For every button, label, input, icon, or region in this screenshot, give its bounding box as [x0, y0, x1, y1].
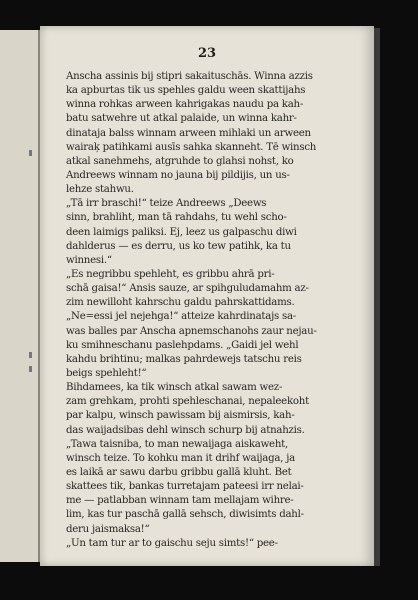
text-line: atkal sanehmehs, atgruhde to glahsi nohst, ko — [66, 155, 294, 167]
page-fleck — [29, 366, 32, 372]
text-line: was balles par Anscha apnemschanohs zaur nejau- — [66, 325, 317, 337]
text-line: zam grehkam, prohti spehleschanai, nepaleekoht — [66, 396, 309, 408]
page-number: 23 — [197, 46, 217, 61]
text-line: winsch teize. To kohku man it drihf waijaga, ja — [66, 452, 295, 464]
text-line: dinataja balss winnam arween mihlaki un arween — [66, 127, 311, 139]
text-line: Andreews winnam no jauna bij pildijis, un us- — [66, 169, 290, 181]
text-line: es laikā ar sawu darbu gribbu gallā kluht. Bet — [66, 466, 292, 478]
text-line: „Es negribbu spehleht, es gribbu ahrā pri- — [66, 268, 275, 280]
text-line: me — patlabban winnam tam mellajam wihre- — [66, 495, 294, 507]
page-fleck — [29, 150, 32, 156]
text-line: zim newilloht kahrschu galdu pahrskattidams. — [66, 297, 295, 309]
page-text — [66, 70, 356, 551]
text-line: skattees tik, bankas turretajam pateesi irr nelai- — [66, 481, 304, 493]
text-line: „Tawa taisniba, to man newaijaga aiskaweht, — [66, 438, 288, 450]
text-line: „Un tam tur ar to gaischu seju simts!“ pee- — [66, 537, 278, 549]
text-line: kahdu brihtinu; malkas pahrdewejs tatschu reis — [66, 353, 302, 365]
text-line: Bihdamees, ka tik winsch atkal sawam wez- — [66, 382, 283, 394]
text-line: winnesi.“ — [66, 254, 112, 266]
book-page — [40, 26, 374, 566]
text-line: schā gaisa!“ Ansis sauze, ar spihguludamahm az- — [66, 283, 309, 295]
text-line: par kalpu, winsch pawissam bij aismirsis, kah- — [66, 410, 295, 422]
page-edge — [374, 28, 380, 566]
text-line: deen laimigs paliksi. Ej, leez us galpaschu diwi — [66, 226, 297, 238]
page-fleck — [29, 352, 32, 358]
text-line: beigs spehleht!“ — [66, 367, 147, 379]
text-line: ka apburtas tik us spehles galdu ween skattijahs — [66, 85, 306, 97]
text-line: wairaķ patihkami ausīs sahka skanneht. Tē winsch — [66, 141, 317, 153]
text-line: das waijadsibas dehl winsch schurp bij atnahzis. — [66, 424, 305, 436]
text-line: winna rohkas arween kahrigakas naudu pa kah- — [66, 99, 304, 111]
text-line: deru jaismaksa!“ — [66, 523, 150, 535]
text-line: lehze stahwu. — [66, 184, 134, 196]
text-line: lim, kas tur paschā gallā sehsch, diwisimts dahl- — [66, 509, 304, 521]
text-line: Anscha assinis bij stipri sakaituschās. Winna azzis — [66, 71, 313, 82]
left-page-edge — [0, 30, 40, 562]
text-line: „Ne=essi jel nejehga!“ atteize kahrdinatajs sa- — [66, 311, 296, 323]
text-line: sinn, brahliht, man tā rahdahs, tu wehl scho- — [66, 212, 287, 224]
text-line: dahlderus — es derru, us ko tew patihk, ka tu — [66, 240, 291, 252]
text-line: ku smihneschanu paslehpdams. „Gaidi jel wehl — [66, 339, 299, 351]
text-line: batu satwehre ut atkal palaide, un winna kahr- — [66, 113, 297, 125]
text-line: „Tā irr braschi!“ teize Andreews „Deews — [66, 198, 267, 210]
